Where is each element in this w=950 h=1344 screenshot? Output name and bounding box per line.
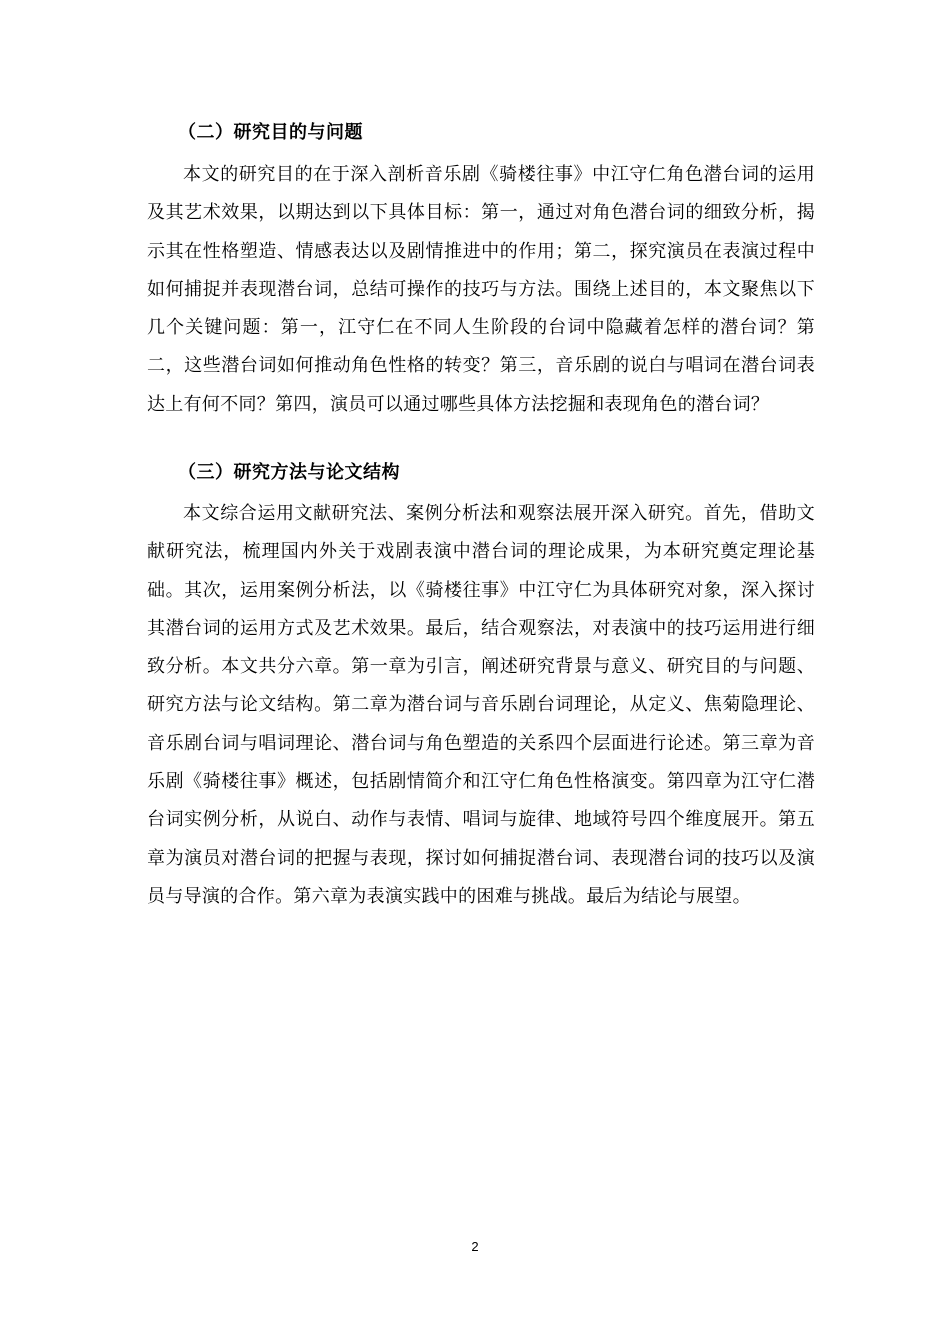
section-heading-research-purpose: （二）研究目的与问题: [178, 122, 363, 143]
section-heading-research-methods: （三）研究方法与论文结构: [178, 462, 400, 483]
page-number: 2: [471, 1239, 479, 1254]
paragraph-research-methods: 本文综合运用文献研究法、案例分析法和观察法展开深入研究。首先，借助文献研究法，梳理国内外关于戏剧表演中潜台词的理论成果，为本研究奠定理论基础。其次，运用案例分析法，以《骑楼往事》中江守仁为具体研究对象，深入探讨其潜台词的运用方式及艺术效果。最后，结合观察法，对表演中的技巧运用进行细致分析。本文共分六章。第一章为引言，阐述研究背景与意义、研究目的与问题、研究方法与论文结构。第二章为潜台词与音乐剧台词理论，从定义、焦菊隐理论、音乐剧台词与唱词理论、潜台词与角色塑造的关系四个层面进行论述。第三章为音乐剧《骑楼往事》概述，包括剧情简介和江守仁角色性格演变。第四章为江守仁潜台词实例分析，从说白、动作与表情、唱词与旋律、地域符号四个维度展开。第五章为演员对潜台词的把握与表现，探讨如何捕捉潜台词、表现潜台词的技巧以及演员与导演的合作。第六章为表演实践中的困难与挑战。最后为结论与展望。: [147, 503, 815, 907]
paragraph-research-purpose: 本文的研究目的在于深入剖析音乐剧《骑楼往事》中江守仁角色潜台词的运用及其艺术效果，以期达到以下具体目标：第一，通过对角色潜台词的细致分析，揭示其在性格塑造、情感表达以及剧情推进中的作用；第二，探究演员在表演过程中如何捕捉并表现潜台词，总结可操作的技巧与方法。围绕上述目的，本文聚焦以下几个关键问题：第一，江守仁在不同人生阶段的台词中隐藏着怎样的潜台词？第二，这些潜台词如何推动角色性格的转变？第三，音乐剧的说白与唱词在潜台词表达上有何不同？第四，演员可以通过哪些具体方法挖掘和表现角色的潜台词？: [147, 164, 815, 415]
